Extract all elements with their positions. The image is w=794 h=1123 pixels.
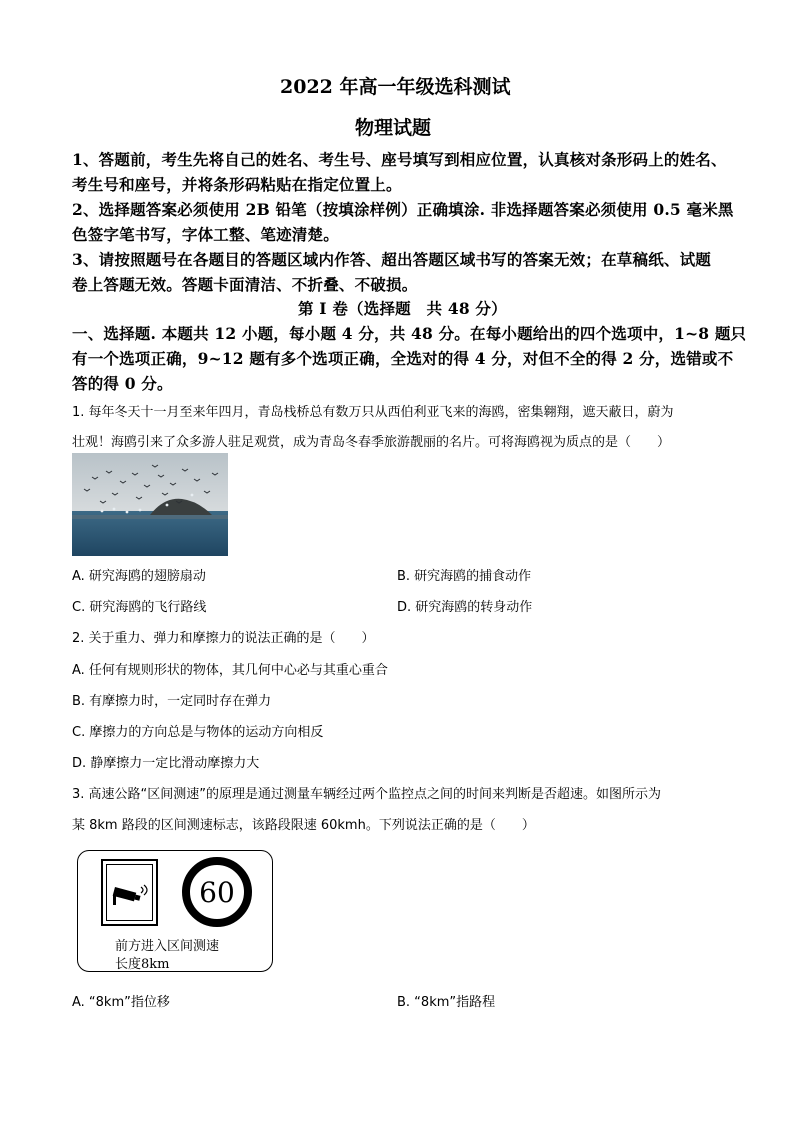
instruction-line-5: 3、请按照题号在各题目的答题区域内作答、超出答题区域书写的答案无效；在草稿纸、试题 xyxy=(72,250,711,269)
q2-option-a: A. 任何有规则形状的物体，其几何中心必与其重心重合 xyxy=(72,663,388,678)
speed-limit-circle xyxy=(182,857,252,927)
section-intro-3: 答的得 0 分。 xyxy=(72,374,173,393)
q1-stem-line-2: 壮观！海鸥引来了众多游人驻足观赏，成为青岛冬春季旅游靓丽的名片。可将海鸥视为质点的是（ ） xyxy=(72,435,671,450)
section-title: 第 I 卷（选择题 共 48 分） xyxy=(298,299,507,318)
section-intro-2: 有一个选项正确，9~12 题有多个选项正确，全选对的得 4 分，对但不全的得 2 分，选错或不 xyxy=(72,349,734,368)
section-intro-1: 一、选择题. 本题共 12 小题，每小题 4 分，共 48 分。在每小题给出的四个选项中，1~8 题只 xyxy=(72,324,747,343)
q1-option-c: C. 研究海鸥的飞行路线 xyxy=(72,600,207,615)
instruction-line-1: 1、答题前，考生先将自己的姓名、考生号、座号填写到相应位置，认真核对条形码上的姓名、 xyxy=(72,150,727,169)
sign-text-line-2: 长度8km xyxy=(115,957,170,972)
exam-title: 2022 年高一年级选科测试 xyxy=(280,76,511,98)
instruction-line-6: 卷上答题无效。答题卡面清洁、不折叠、不破损。 xyxy=(72,275,418,294)
q3-stem-line-2: 某 8km 路段的区间测速标志，该路段限速 60kmh。下列说法正确的是（ ） xyxy=(72,818,535,833)
q1-stem-line-1: 1. 每年冬天十一月至来年四月，青岛栈桥总有数万只从西伯利亚飞来的海鸥，密集翱翔，遮天蔽日，蔚为 xyxy=(72,405,674,420)
q1-option-a: A. 研究海鸥的翅膀扇动 xyxy=(72,569,206,584)
instruction-line-4: 色签字笔书写，字体工整、笔迹清楚。 xyxy=(72,225,339,244)
instruction-line-2: 考生号和座号，并将条形码粘贴在指定位置上。 xyxy=(72,175,402,194)
q2-option-d: D. 静摩擦力一定比滑动摩擦力大 xyxy=(72,756,260,771)
q2-option-c: C. 摩擦力的方向总是与物体的运动方向相反 xyxy=(72,725,324,740)
seagull-photo xyxy=(72,453,228,556)
q1-option-d: D. 研究海鸥的转身动作 xyxy=(397,600,533,615)
speed-camera-sign xyxy=(77,850,273,972)
speed-limit-value: 60 xyxy=(199,875,235,909)
q3-option-b: B. “8km”指路程 xyxy=(397,995,496,1010)
subject-title: 物理试题 xyxy=(355,117,432,139)
instruction-line-3: 2、选择题答案必须使用 2B 铅笔（按填涂样例）正确填涂. 非选择题答案必须使用 0.5 毫米黑 xyxy=(72,200,734,219)
q1-option-b: B. 研究海鸥的捕食动作 xyxy=(397,569,532,584)
camera-icon xyxy=(101,859,158,926)
sign-text-line-1: 前方进入区间测速 xyxy=(115,939,220,954)
q2-option-b: B. 有摩擦力时，一定同时存在弹力 xyxy=(72,694,272,709)
q3-stem-line-1: 3. 高速公路“区间测速”的原理是通过测量车辆经过两个监控点之间的时间来判断是否超速。如图所示为 xyxy=(72,787,662,802)
q3-option-a: A. “8km”指位移 xyxy=(72,995,170,1010)
q2-stem: 2. 关于重力、弹力和摩擦力的说法正确的是（ ） xyxy=(72,631,375,646)
